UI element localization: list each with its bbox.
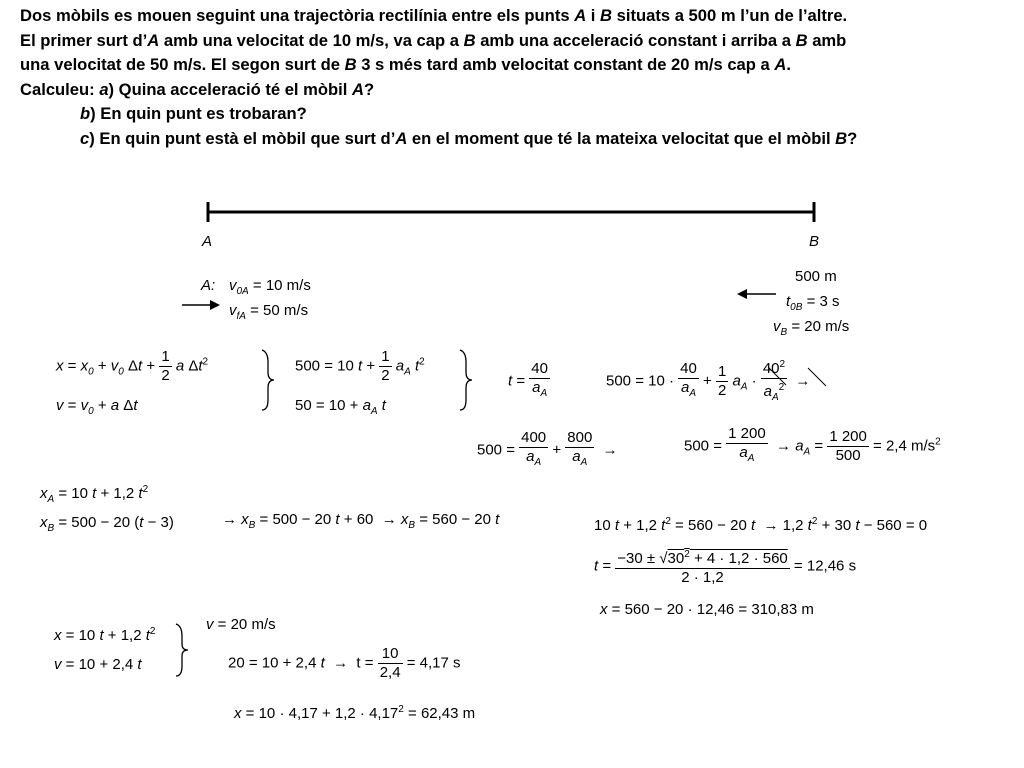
question-c: c) En quin punt està el mòbil que surt d’A en el moment que té la mateixa velocitat que el mòbil B? xyxy=(80,128,858,148)
mobile-b-v: $v_B = 20$ m/s xyxy=(773,318,850,338)
problem-line-1: Dos mòbils es mouen seguint una trajectòria rectilínia entre els punts A i B situats a 500 m l’un de l’altre. xyxy=(20,6,848,25)
eq-position-a: 500 = 10 t + $\frac{1}{2}$ $a_A$ $t^2$ xyxy=(295,348,425,384)
eq-general-position: $x = x_0 + v_0$ Δt + $\frac{1}{2}$ a $\Delta t^2$ xyxy=(56,348,209,384)
arrow-left-icon xyxy=(737,289,776,299)
eq-c-time: 20 = 10 + 2,4 t → t = $\frac{10}{2,4}$ = 4,17 s xyxy=(228,645,461,681)
eq-xb-expanded: → $x_B = 500 - 20$ $t + 60 \to x_B = 560 - 20$ t xyxy=(222,511,500,531)
eq-t-isolated: t = $\frac{40}{a_A}$ xyxy=(508,360,548,399)
label-b: B xyxy=(809,233,820,250)
eq-acceleration-result: 500 = $\frac{1 200}{a_A}$ → $a_A$ = $\frac{1 200}{500}$ = 2,4 $m/s^2$ xyxy=(684,425,941,464)
brace-c xyxy=(176,624,188,676)
problem-line-3: una velocitat de 50 m/s. El segon surt de B 3 s més tard amb velocitat constant de 20 m/s cap a A. xyxy=(20,55,791,74)
mobile-a-v0: $v_{0A} = 10$ m/s xyxy=(229,277,311,297)
eq-meeting: 10 t + 1,2 $t^2 = 560 - 20$ t → 1,2 $t^2 + 30$ t − 560 = 0 xyxy=(594,516,928,534)
question-a: Calculeu: a) Quina acceleració té el mòbil A? xyxy=(20,79,375,99)
eq-meeting-point: x = 560 − 20 · 12,46 = 310,83 m xyxy=(600,601,814,618)
eq-quadratic-solution: t = $\frac{-30 \pm √30^2 + 4 \cdot 1,2 \cdot 560}{2 \cdot 1,2}$ = 12,46 s xyxy=(594,546,856,587)
brace-general xyxy=(262,350,274,410)
eq-c-velocity: v = 10 + 2,4 t xyxy=(54,656,142,673)
brace-particular xyxy=(460,350,472,410)
eq-c-position: x = 10 t + 1,2 $t^2$ xyxy=(54,626,156,644)
cancel-mark-2 xyxy=(808,368,826,386)
question-b: b) En quin punt es trobaran? xyxy=(80,104,307,123)
mobile-a-vf: $v_{fA} = 50$ m/s xyxy=(229,302,309,322)
eq-xa: $x_A = 10$ t + 1,2 $t^2$ xyxy=(40,484,149,505)
mobile-a-prefix: A: xyxy=(201,277,216,294)
eq-xb: $x_B = 500 - 20$ (t − 3) xyxy=(40,514,174,534)
eq-c-v-target: v = 20 m/s xyxy=(206,616,276,633)
eq-c-position-result: $x = 10 \cdot 4,17 + 1,2 \cdot 4,17^2 = 62,43$ m xyxy=(234,704,476,722)
problem-line-2: El primer surt d’A amb una velocitat de 10 m/s, va cap a B amb una acceleració constant i arriba a B amb xyxy=(20,30,847,50)
arrow-right-icon xyxy=(182,300,220,310)
label-a: A xyxy=(202,233,213,250)
distance-label: 500 m xyxy=(795,268,837,285)
eq-substitution: 500 = 10 · $\frac{40}{a_A}$ + $\frac{1}{2}$ $a_A$ · $\frac{40^2}{a_A^2}$ → xyxy=(606,356,810,407)
mobile-b-t0: $t_{0B} = 3$ s xyxy=(786,293,840,313)
eq-velocity-a: $50 = 10 + a_A$ t xyxy=(295,397,386,417)
eq-general-velocity: $v = v_0 + a$ Δt xyxy=(56,397,138,417)
eq-simplified: 500 = $\frac{400}{a_A}$ + $\frac{800}{a_A}$ → xyxy=(477,429,618,468)
